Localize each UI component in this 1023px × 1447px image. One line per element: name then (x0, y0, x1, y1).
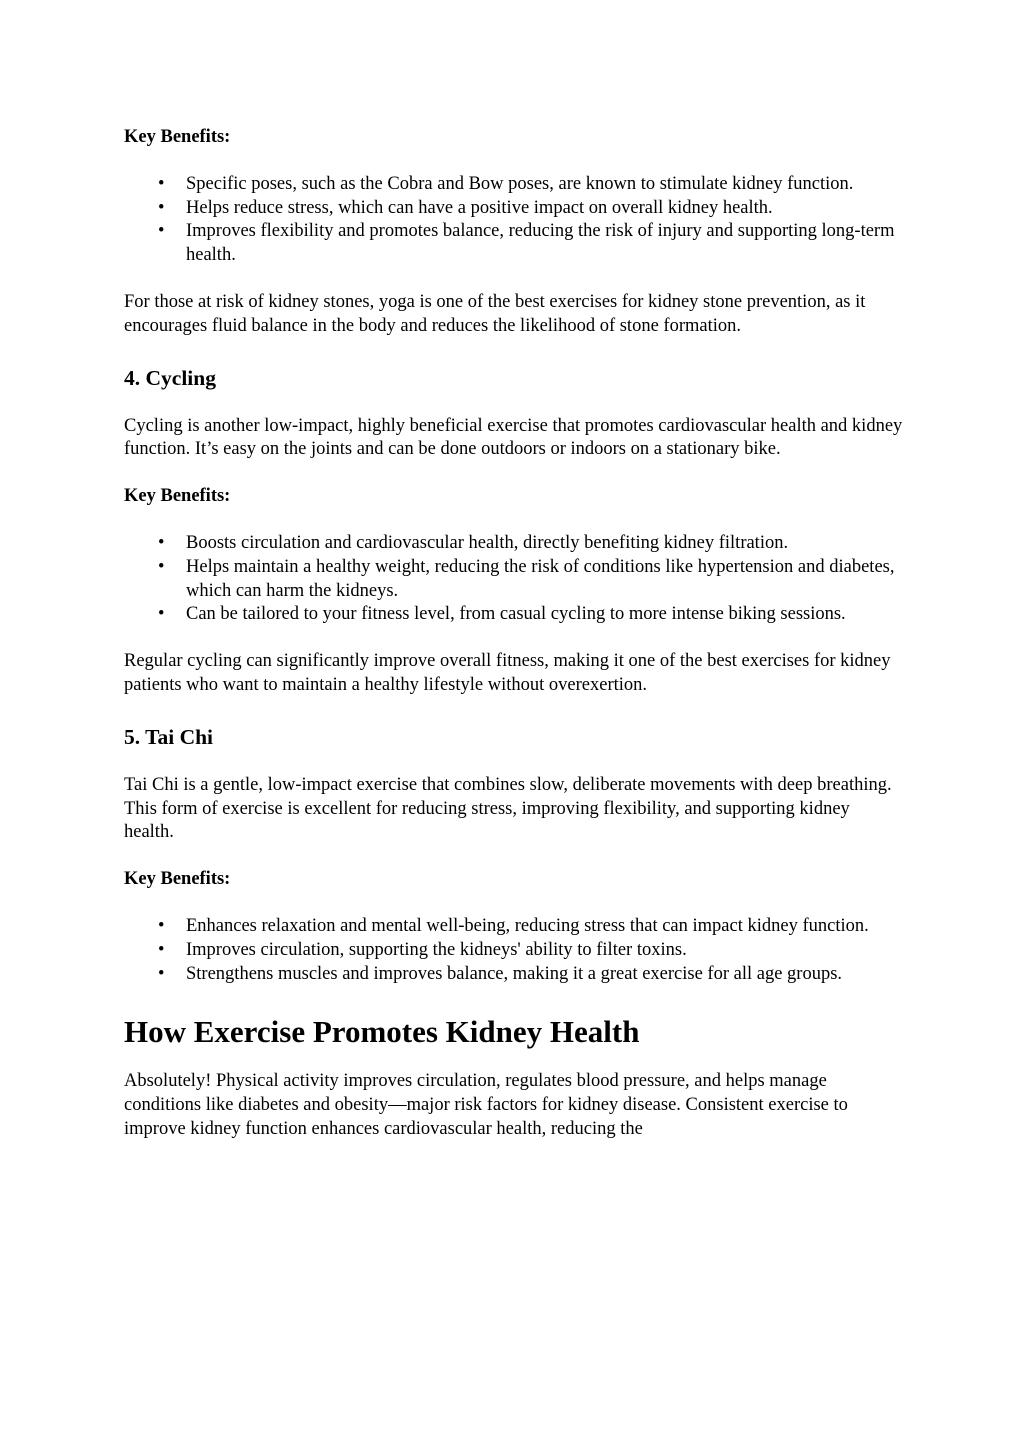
section-heading: How Exercise Promotes Kidney Health (124, 1014, 640, 1050)
yoga-benefits-list (124, 173, 904, 268)
list-item: • Specific poses, such as the Cobra and Bow poses, are known to stimulate kidney function. (186, 173, 904, 197)
list-item: • Improves flexibility and promotes balance, reducing the risk of injury and supporting long-term health. (186, 220, 904, 268)
list-item: • Boosts circulation and cardiovascular health, directly benefiting kidney filtration. (186, 532, 904, 556)
cycling-intro-paragraph: Cycling is another low-impact, highly beneficial exercise that promotes cardiovascular health and kidney function. It’s easy on the joints and can be done outdoors or indoors on a stationary bike. (124, 415, 903, 460)
yoga-closing-paragraph: For those at risk of kidney stones, yoga is one of the best exercises for kidney stone prevention, as it encourages fluid balance in the body and reduces the likelihood of stone formation. (124, 291, 866, 336)
taichi-intro-paragraph: Tai Chi is a gentle, low-impact exercise that combines slow, deliberate movements with deep breathing. This form of exercise is excellent for reducing stress, improving flexibility, and supporting kidney health. (124, 774, 892, 843)
list-item: • Enhances relaxation and mental well-being, reducing stress that can impact kidney function. (186, 915, 904, 939)
cycling-heading: 4. Cycling (124, 365, 216, 390)
key-benefits-label: Key Benefits: (124, 486, 231, 507)
list-item: • Strengthens muscles and improves balance, making it a great exercise for all age groups. (186, 963, 904, 987)
cycling-benefits-list (124, 532, 904, 627)
key-benefits-label: Key Benefits: (124, 127, 231, 147)
list-item: • Improves circulation, supporting the kidneys' ability to filter toxins. (186, 939, 904, 963)
list-item: • Helps maintain a healthy weight, reducing the risk of conditions like hypertension and diabetes, which can harm the kidneys. (186, 556, 904, 604)
taichi-benefits-list (124, 915, 904, 986)
taichi-heading: 5. Tai Chi (124, 724, 214, 749)
key-benefits-label: Key Benefits: (124, 869, 231, 890)
list-item: • Can be tailored to your fitness level, from casual cycling to more intense biking sessions. (186, 603, 904, 627)
promotes-intro-paragraph: Absolutely! Physical activity improves circulation, regulates blood pressure, and helps manage conditions like diabetes and obesity—major risk factors for kidney disease. Consistent exercise to improve kidney function enhances cardiovascular health, reducing the (124, 1071, 848, 1139)
document-page (124, 112, 904, 1142)
list-item: • Helps reduce stress, which can have a positive impact on overall kidney health. (186, 197, 904, 221)
cycling-closing-paragraph: Regular cycling can significantly improve overall fitness, making it one of the best exercises for kidney patients who want to maintain a healthy lifestyle without overexertion. (124, 651, 891, 695)
